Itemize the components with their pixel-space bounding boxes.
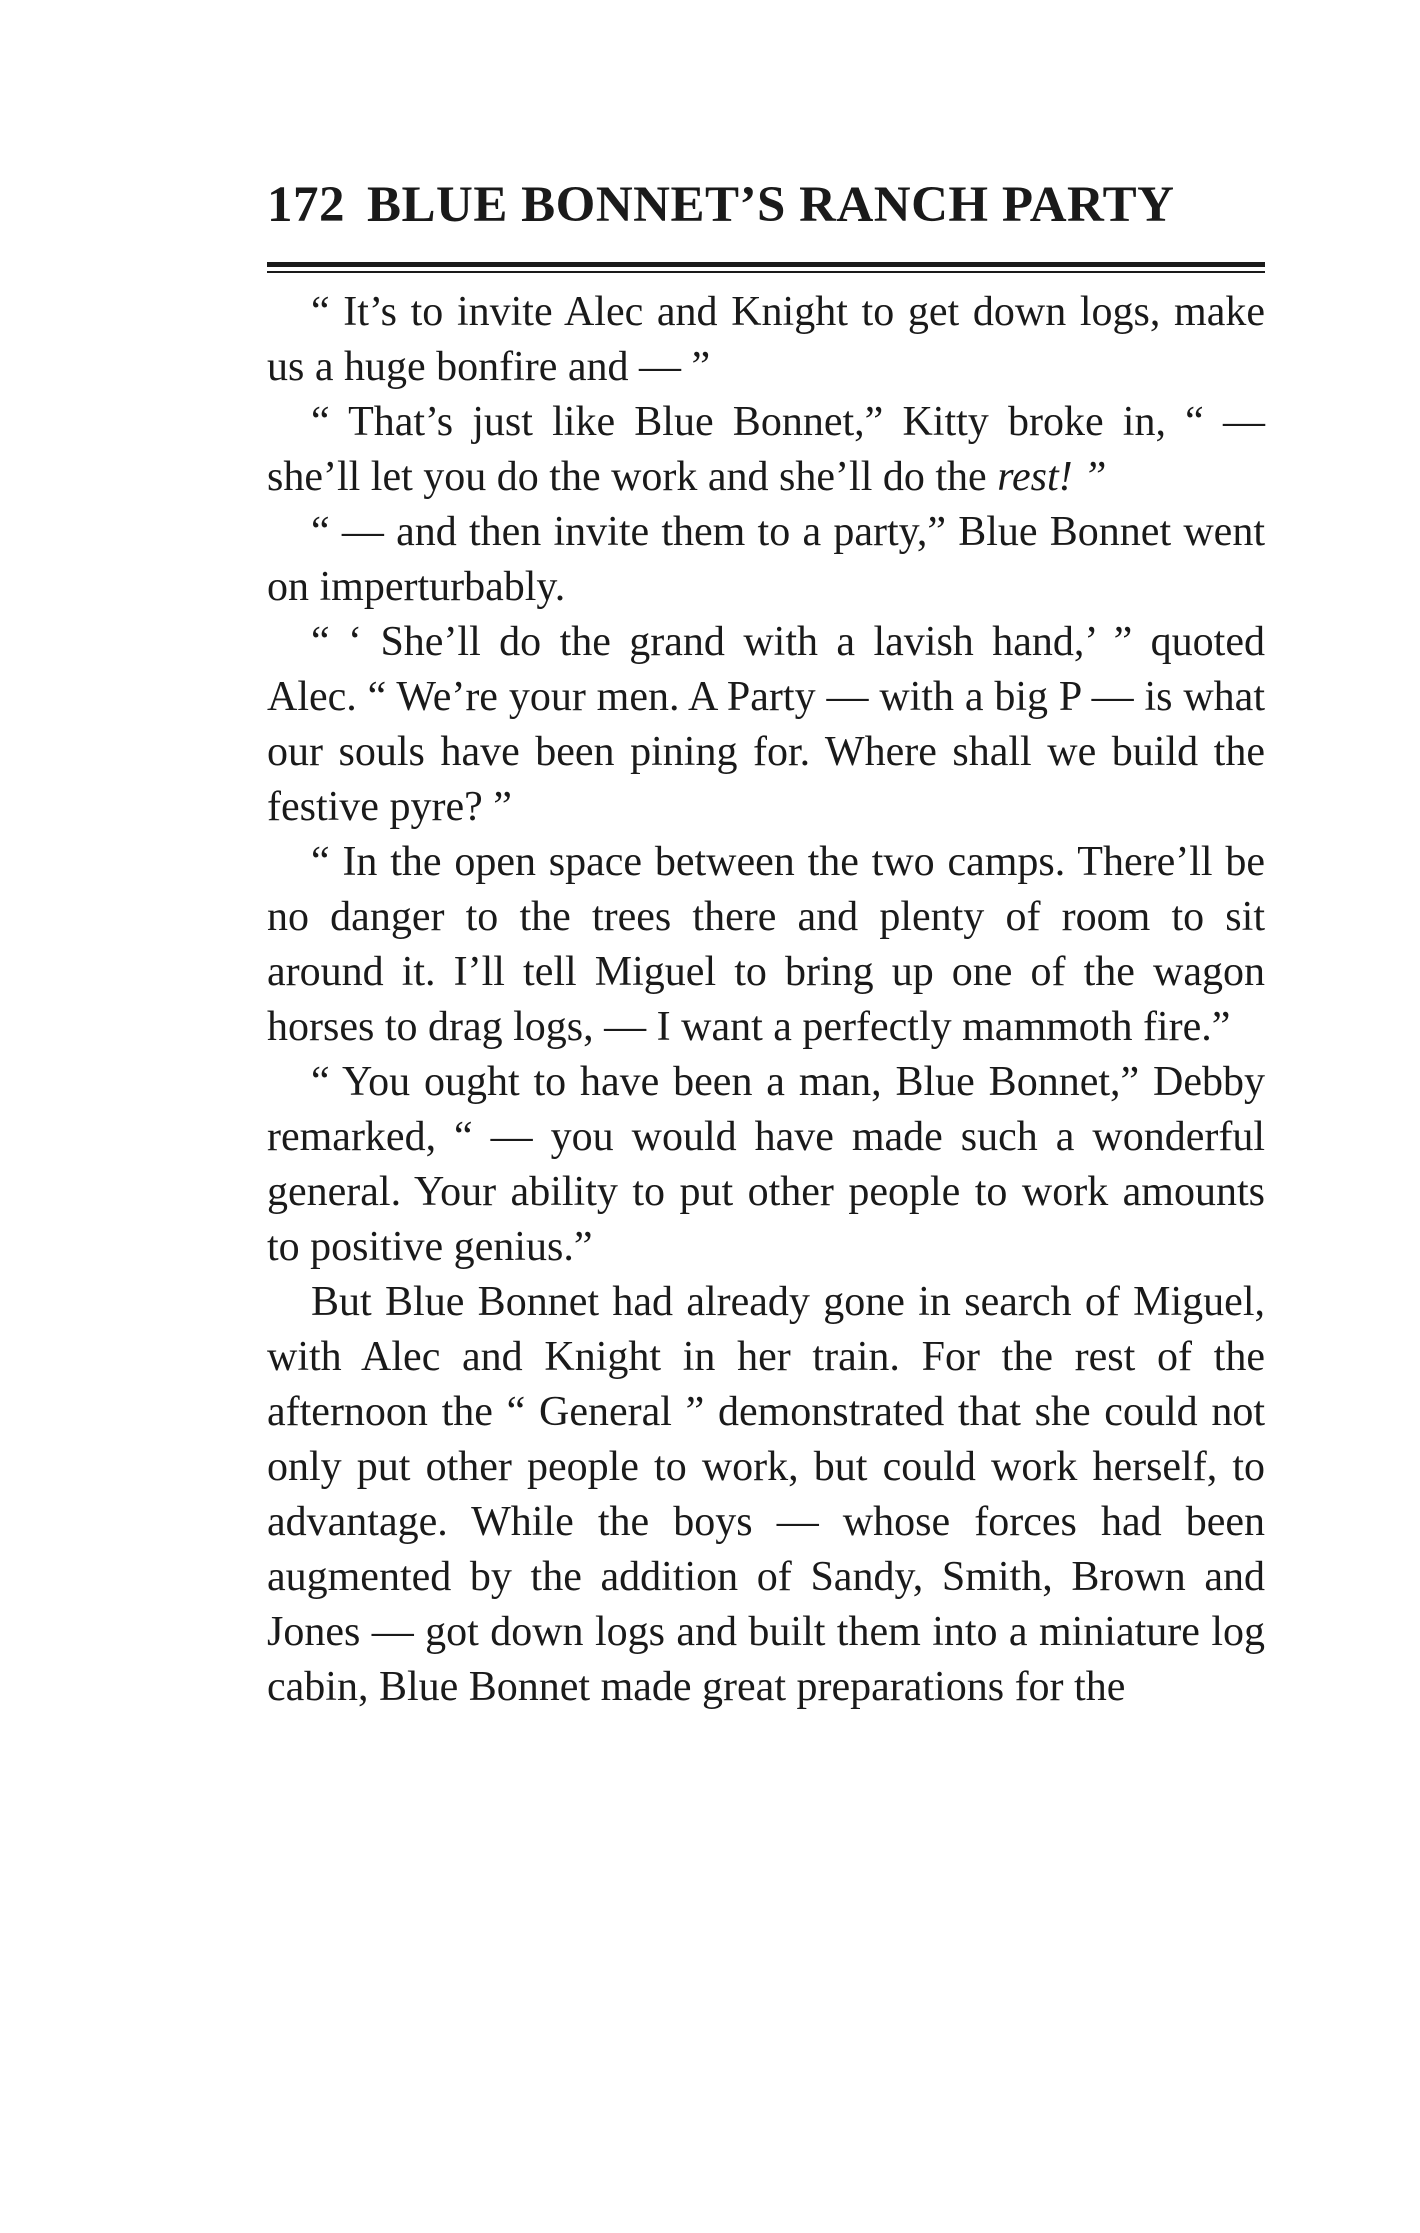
paragraph-italic-text: rest! ” [997,454,1107,500]
paragraph-text: “ It’s to invite Alec and Knight to get down logs, make us a huge bonfire and — ” [267,289,1265,390]
paragraph [267,1055,1265,1275]
paragraph-text: But Blue Bonnet had already gone in search of Miguel, with Alec and Knight in her train. For the rest of the afternoon the “ General ” demonstrated that she could not only put other people to work, but could work herself, to advantage. While the boys — whose forces had been augmented by the addition of Sandy, Smith, Brown and Jones — got down logs and built them into a miniature log cabin, Blue Bonnet made great preparations for the [267,1279,1265,1710]
running-title: BLUE BONNET’S RANCH PARTY [367,177,1175,233]
paragraph-text: “ ‘ She’ll do the grand with a lavish hand,’ ” quoted Alec. “ We’re your men. A Party — with a big P — is what our souls have been pining for. Where shall we build the festive pyre? ” [267,619,1265,830]
paragraph [267,395,1265,505]
paragraph [267,505,1265,615]
paragraph-text: “ — and then invite them to a party,” Blue Bonnet went on imperturbably. [267,509,1265,610]
paragraph-text: “ You ought to have been a man, Blue Bonnet,” Debby remarked, “ — you would have made such a wonderful general. Your ability to put other people to work amounts to positive genius.” [267,1059,1265,1270]
header-rule-thick [267,262,1265,267]
running-header [267,170,1265,240]
paragraph-text: “ In the open space between the two camps. There’ll be no danger to the trees there and plenty of room to sit around it. I’ll tell Miguel to bring up one of the wagon horses to drag logs, — I want a perfectly mammoth fire.” [267,839,1265,1050]
header-rule-thin [267,271,1265,273]
paragraph [267,615,1265,835]
paragraph [267,1275,1265,1715]
page-number: 172 [267,177,345,233]
paragraph-text: “ That’s just like Blue Bonnet,” Kitty broke in, “ — she’ll let you do the work and she’ll do the [267,399,1265,500]
body-text [267,285,1265,1715]
paragraph [267,835,1265,1055]
paragraph [267,285,1265,395]
book-page [267,170,1265,1715]
